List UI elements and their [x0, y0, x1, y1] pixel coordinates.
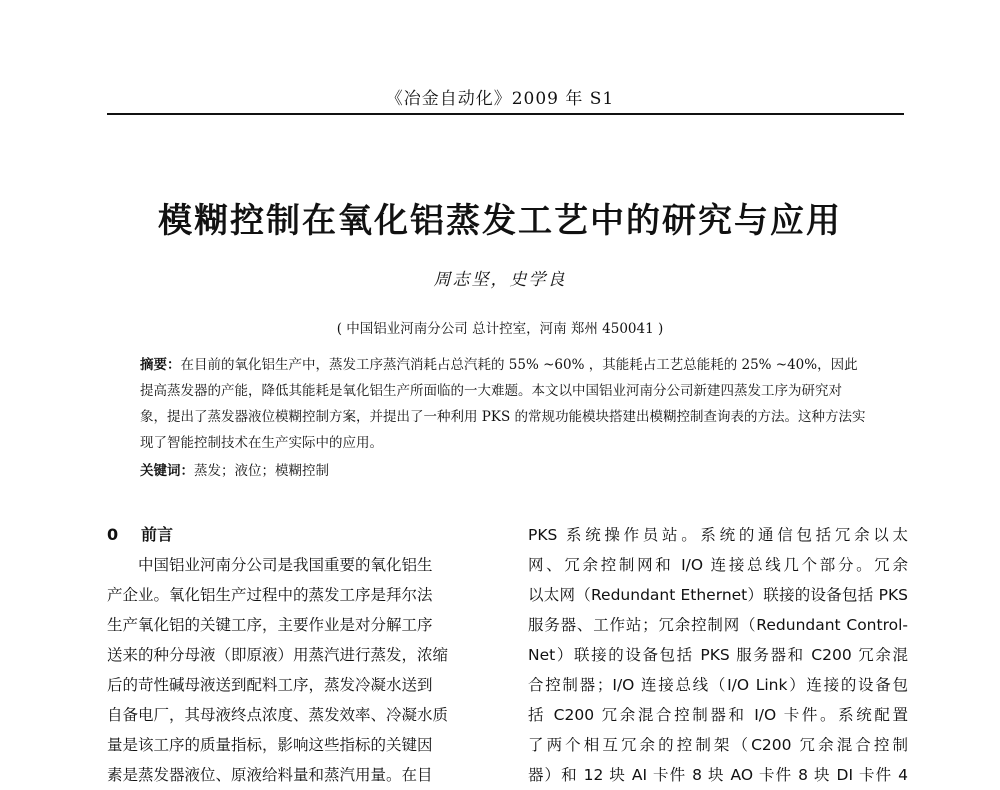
section-title: 前言: [141, 525, 174, 544]
abstract: [140, 352, 866, 456]
text-line: 服务器、工作站；冗余控制网（Redundant Control-: [528, 616, 908, 634]
text-line: 产企业。氧化铝生产过程中的蒸发工序是拜尔法: [107, 586, 433, 604]
text-line: 合控制器；I/O 连接总线（I/O Link）连接的设备包: [528, 676, 908, 694]
text-line: PKS 系统操作员站。系统的通信包括冗余以太: [528, 526, 908, 544]
text-line: Net）联接的设备包括 PKS 服务器和 C200 冗余混: [528, 646, 908, 664]
body-column-right: [528, 520, 908, 790]
text-line: 生产氧化铝的关键工序，主要作业是对分解工序: [107, 616, 433, 634]
paper-title: 模糊控制在氧化铝蒸发工艺中的研究与应用: [158, 201, 842, 241]
running-header: 《冶金自动化》2009 年 S1: [385, 89, 615, 109]
abstract-label: 摘要：: [140, 357, 181, 373]
text-line: 中国铝业河南分公司是我国重要的氧化铝生: [138, 556, 433, 574]
text-line: 素是蒸发器液位、原液给料量和蒸汽用量。在目: [107, 766, 433, 784]
section-heading: [107, 520, 492, 550]
text-line: 括 C200 冗余混合控制器和 I/O 卡件。系统配置: [528, 706, 908, 724]
paper-affiliation: ( 中国铝业河南分公司 总计控室，河南 郑州 450041 ): [336, 321, 664, 337]
left-column-paragraph: [107, 550, 492, 790]
text-line: 量是该工序的质量指标，影响这些指标的关键因: [107, 736, 433, 754]
keywords-text: 蒸发；液位；模糊控制: [194, 463, 329, 479]
keywords-label: 关键词：: [140, 463, 194, 479]
paper-authors: 周志坚，史学良: [433, 270, 567, 290]
body-column-left: [107, 520, 492, 790]
section-number: 0: [107, 525, 119, 544]
text-line: 后的苛性碱母液送到配料工序，蒸发冷凝水送到: [107, 676, 433, 694]
keywords: [140, 458, 866, 484]
text-line: 了两个相互冗余的控制架（C200 冗余混合控制: [528, 736, 908, 754]
text-line: 以太网（Redundant Ethernet）联接的设备包括 PKS: [528, 586, 908, 604]
text-line: 器）和 12 块 AI 卡件 8 块 AO 卡件 8 块 DI 卡件 4: [528, 766, 908, 784]
text-line: 送来的种分母液（即原液）用蒸汽进行蒸发，浓缩: [107, 646, 449, 664]
abstract-text: 在目前的氧化铝生产中，蒸发工序蒸汽消耗占总汽耗的 55% ~60% ，其能耗占工艺总能耗的 25% ~40%，因此提高蒸发器的产能，降低其能耗是氧化铝生产所面临的一大难题。本文以中国铝业河南分公司新建四蒸发工序为研究对象，提出了蒸发器液位模糊控制方案，并提出了一种利用 PKS 的常规功能模块搭建出模糊控制查询表的方法。这种方法实现了智能控制技术在生产实际中的应用。: [140, 357, 866, 451]
header-rule: [107, 113, 904, 115]
text-line: 网、冗余控制网和 I/O 连接总线几个部分。冗余: [528, 556, 908, 574]
text-line: 自备电厂，其母液终点浓度、蒸发效率、冷凝水质: [107, 706, 449, 724]
